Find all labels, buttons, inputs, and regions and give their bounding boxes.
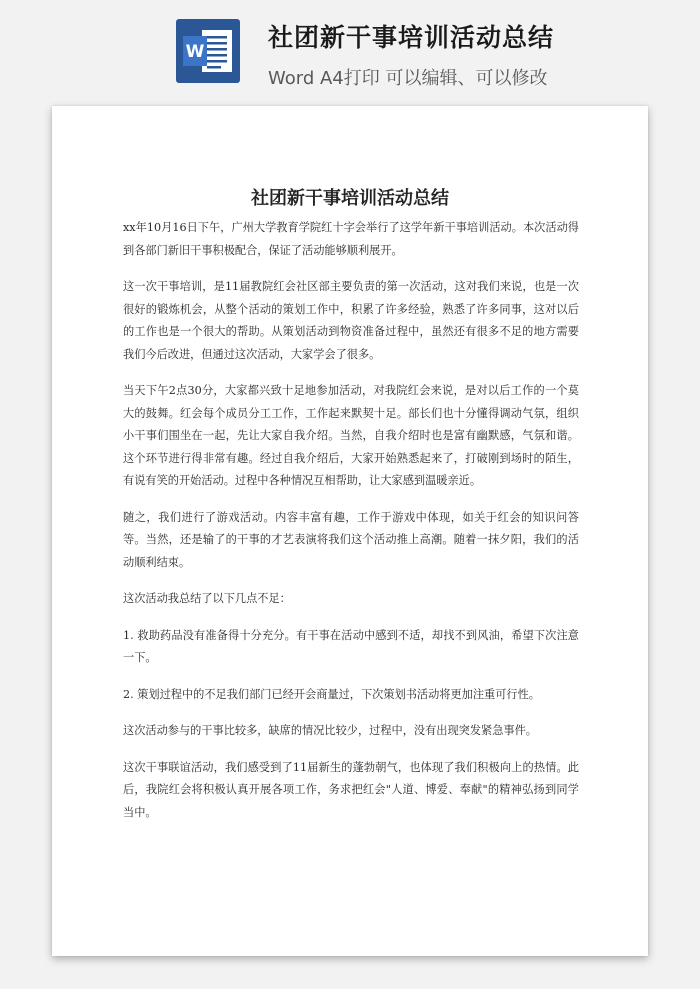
paragraph: 当天下午2点30分，大家都兴致十足地参加活动，对我院红会来说，是对以后工作的一个莫大的鼓舞。红会每个成员分工工作，工作起来默契十足。部长们也十分懂得调动气氛，组织小干事们围坐在一起，先让大家自我介绍。当然，自我介绍时也是富有幽默感，气氛和谐。这个环节进行得非常有趣。经过自我介绍后，大家开始熟悉起来了，打破刚到场时的陌生，有说有笑的开始活动。过程中各种情况互相帮助，让大家感到温暖亲近。 — [123, 384, 579, 487]
word-icon — [176, 19, 240, 83]
paragraph: 这次干事联谊活动，我们感受到了11届新生的蓬勃朝气，也体现了我们积极向上的热情。此后，我院红会将积极认真开展各项工作，务求把红会"人道、博爱、奉献"的精神弘扬到同学当中。 — [123, 760, 579, 819]
paragraph: xx年10月16日下午，广州大学教育学院红十字会举行了这学年新干事培训活动。本次活动得到各部门新旧干事积极配合，保证了活动能够顺利展开。 — [123, 221, 579, 257]
paragraph: 这次活动参与的干事比较多，缺席的情况比较少，过程中，没有出现突发紧急事件。 — [123, 724, 537, 737]
list-item: 1. 救助药品没有准备得十分充分。有干事在活动中感到不适，却找不到风油，希望下次注意一下。 — [123, 628, 579, 664]
paragraph: 随之，我们进行了游戏活动。内容丰富有趣，工作于游戏中体现，如关于红会的知识问答等。当然，还是输了的干事的才艺表演将我们这个活动推上高潮。随着一抹夕阳，我们的活动顺利结束。 — [123, 510, 579, 569]
document-title: 社团新干事培训活动总结 — [251, 188, 449, 209]
banner-title: 社团新干事培训活动总结 — [268, 23, 555, 52]
svg-text:W: W — [185, 42, 205, 62]
document-page — [52, 106, 648, 956]
paragraph: 这次活动我总结了以下几点不足： — [123, 592, 291, 605]
list-item: 2. 策划过程中的不足我们部门已经开会商量过，下次策划书活动将更加注重可行性。 — [123, 687, 540, 701]
banner-subtitle: Word A4打印 可以编辑、可以修改 — [268, 68, 548, 89]
document-body — [123, 217, 579, 838]
header-banner — [0, 0, 700, 108]
paragraph: 这一次干事培训，是11届教院红会社区部主要负责的第一次活动，这对我们来说，也是一次很好的锻炼机会，从整个活动的策划工作中，积累了许多经验，熟悉了许多同事，这对以后的工作也是一个很大的帮助。从策划活动到物资准备过程中，虽然还有很多不足的地方需要我们今后改进，但通过这次活动，大家学会了很多。 — [123, 280, 579, 361]
